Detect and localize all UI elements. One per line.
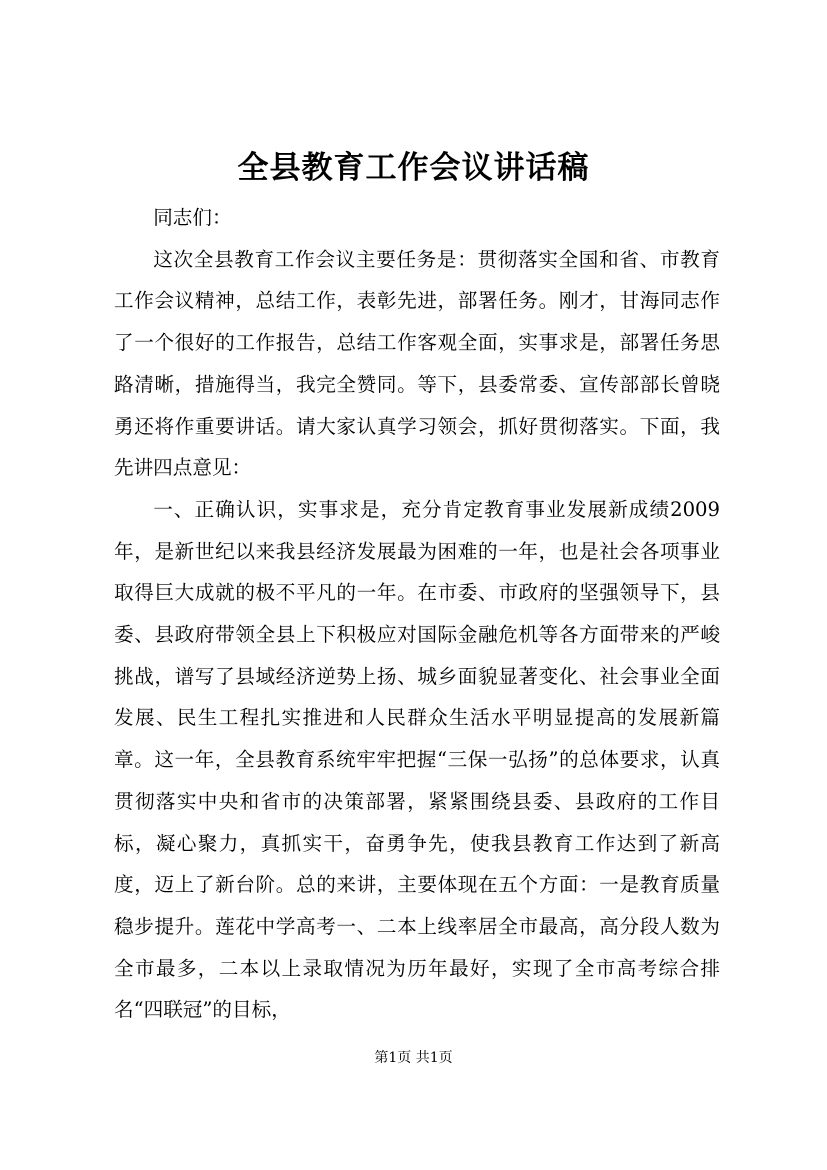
paragraph-section-one: 一、正确认识，实事求是，充分肯定教育事业发展新成绩2009年，是新世纪以来我县经济发展最为困难的一年，也是社会各项事业取得巨大成就的极不平凡的一年。在市委、市政府的坚强领导下，县委、县政府带领全县上下积极应对国际金融危机等各方面带来的严峻挑战，谱写了县域经济逆势上扬、城乡面貌显著变化、社会事业全面发展、民生工程扎实推进和人民群众生活水平明显提高的发展新篇章。这一年，全县教育系统牢牢把握“三保一弘扬”的总体要求，认真贯彻落实中央和省市的决策部署，紧紧围绕县委、县政府的工作目标，凝心聚力，真抓实干，奋勇争先，使我县教育工作达到了新高度，迈上了新台阶。总的来讲，主要体现在五个方面：一是教育质量稳步提升。莲花中学高考一、二本上线率居全市最高，高分段人数为全市最多，二本以上录取情况为历年最好，实现了全市高考综合排名“四联冠”的目标， <box>114 497 720 1022</box>
document-title: 全县教育工作会议讲话稿 <box>237 150 590 186</box>
paragraph-intro: 这次全县教育工作会议主要任务是：贯彻落实全国和省、市教育工作会议精神，总结工作，表彰先进，部署任务。刚才，甘海同志作了一个很好的工作报告，总结工作客观全面，实事求是，部署任务思路清晰，措施得当，我完全赞同。等下，县委常委、宣传部部长曾晓勇还将作重要讲话。请大家认真学习领会，抓好贯彻落实。下面，我先讲四点意见： <box>114 247 720 480</box>
document-body <box>114 197 720 1031</box>
greeting: 同志们： <box>153 206 232 229</box>
page-footer: 第1页 共1页 <box>374 1050 453 1066</box>
